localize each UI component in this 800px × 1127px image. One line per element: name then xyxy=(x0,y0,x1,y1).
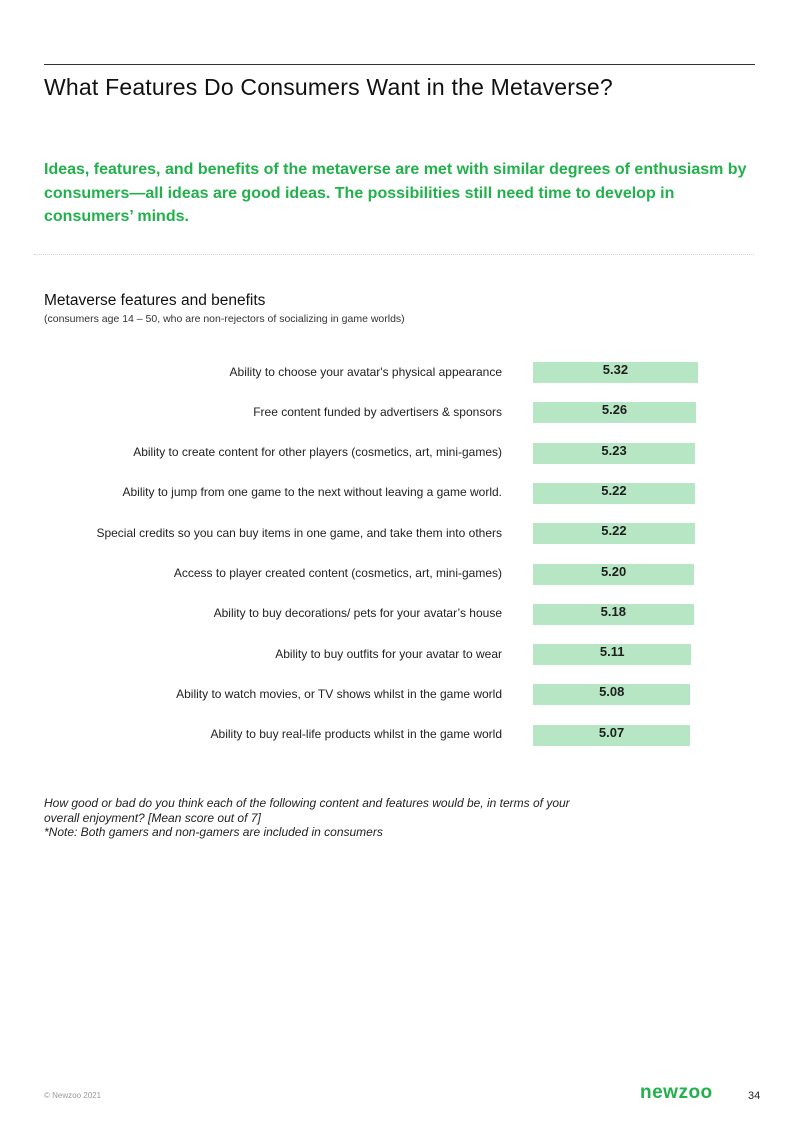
bar-value-label: 5.23 xyxy=(601,442,627,458)
bar-value-label: 5.32 xyxy=(602,362,629,377)
chart-row xyxy=(40,433,760,473)
category-label: Access to player created content (cosmetics, art, mini-games) xyxy=(173,566,502,580)
page-number: 34 xyxy=(748,1090,761,1102)
chart-row xyxy=(40,352,760,392)
bar-value-label: 5.08 xyxy=(599,684,625,700)
newzoo-logo: newzoo xyxy=(640,1082,713,1103)
bar-value-label: 5.20 xyxy=(600,563,627,579)
lede-paragraph: Ideas, features, and benefits of the metaverse are met with similar degrees of enthusiasm by consumers—all ideas are good ideas. The possibilities still need time to develop in consumers’ minds. xyxy=(44,161,747,225)
chart-row xyxy=(40,674,760,714)
chart-row xyxy=(40,473,760,513)
bar-value-label: 5.26 xyxy=(601,402,628,418)
category-label: Ability to watch movies, or TV shows whilst in the game world xyxy=(176,686,502,701)
chart-row xyxy=(40,513,760,553)
chart-row xyxy=(40,715,760,755)
top-rule xyxy=(44,64,755,65)
footnote xyxy=(44,796,684,840)
chart-row xyxy=(40,554,760,594)
chart-row xyxy=(40,634,760,674)
category-label: Ability to buy real-life products whilst in the game world xyxy=(210,727,502,742)
category-label: Ability to buy decorations/ pets for your avatar’s house xyxy=(213,606,502,621)
bar-value-label: 5.22 xyxy=(601,482,627,498)
bar-value-label: 5.07 xyxy=(598,724,625,740)
category-label: Ability to jump from one game to the next without leaving a game world. xyxy=(122,485,502,500)
copyright: © Newzoo 2021 xyxy=(44,1091,102,1100)
category-label: Ability to choose your avatar's physical appearance xyxy=(229,364,502,379)
bar-value-label: 5.11 xyxy=(599,644,625,660)
chart-row xyxy=(40,594,760,634)
bar-value-label: 5.18 xyxy=(600,603,626,619)
chart-subtitle: (consumers age 14 – 50, who are non-rejectors of socializing in game worlds) xyxy=(44,313,405,325)
page-title: What Features Do Consumers Want in the Metaverse? xyxy=(44,74,613,100)
dotted-divider xyxy=(34,254,754,255)
chart-row xyxy=(40,392,760,432)
consumer-note: *Note: Both gamers and non-gamers are included in consumers xyxy=(44,825,383,839)
category-label: Ability to buy outfits for your avatar to wear xyxy=(275,646,502,661)
category-label: Ability to create content for other players (cosmetics, art, mini-games) xyxy=(133,445,502,460)
bar-value-label: 5.22 xyxy=(601,523,627,539)
category-label: Free content funded by advertisers & sponsors xyxy=(253,404,502,419)
chart-title: Metaverse features and benefits xyxy=(44,292,266,309)
bar-chart xyxy=(40,352,760,762)
survey-question: How good or bad do you think each of the following content and features would be, in terms of your overall enjoyment? [Mean score out of 7] xyxy=(44,796,570,825)
category-label: Special credits so you can buy items in one game, and take them into others xyxy=(96,525,502,540)
